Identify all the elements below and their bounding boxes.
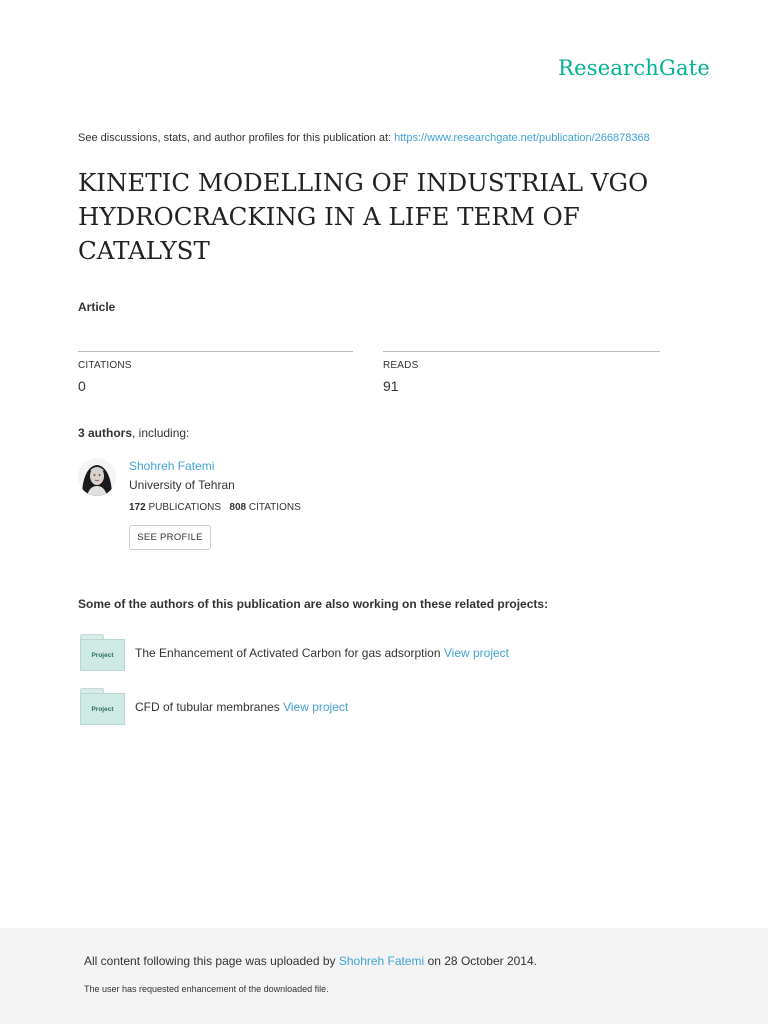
publication-type: Article [78, 300, 116, 314]
uploader-link[interactable]: Shohreh Fatemi [338, 954, 425, 968]
author-citations-label: CITATIONS [248, 502, 301, 513]
author-institution: University of Tehran [129, 478, 235, 492]
author-publications-count: 172 [129, 502, 146, 513]
project-folder-label: Project [91, 705, 114, 713]
project-folder-icon [80, 634, 125, 670]
project-folder-label: Project [91, 651, 114, 659]
authors-count [78, 426, 189, 440]
enhancement-note: The user has requested enhancement of the downloaded file. [84, 984, 329, 994]
discussions-line [78, 132, 650, 144]
related-projects-heading: Some of the authors of this publication are also working on these related projects: [78, 597, 549, 611]
citations-value: 0 [78, 378, 86, 394]
authors-including: , including: [132, 426, 190, 440]
researchgate-logo[interactable]: ResearchGate [558, 56, 710, 80]
authors-count-number: 3 authors [78, 426, 133, 440]
author-citations-count: 808 [229, 502, 247, 513]
see-profile-button[interactable]: SEE PROFILE [129, 525, 211, 550]
author-photo-icon[interactable] [78, 458, 116, 496]
upload-prefix: All content following this page was uploaded by [84, 954, 336, 968]
project-folder-icon [80, 688, 125, 724]
discussions-text: See discussions, stats, and author profiles for this publication at: [78, 132, 392, 144]
upload-info [84, 954, 537, 968]
author-stats [129, 502, 301, 513]
reads-divider [383, 351, 660, 352]
publication-url-link[interactable]: https://www.researchgate.net/publication/266878368 [394, 132, 650, 144]
author-name-link[interactable]: Shohreh Fatemi [129, 459, 215, 473]
view-project-link[interactable]: View project [443, 646, 510, 660]
project-title: The Enhancement of Activated Carbon for gas adsorption [135, 646, 441, 660]
citations-label: CITATIONS [78, 360, 132, 371]
publication-title: KINETIC MODELLING OF INDUSTRIAL VGO HYDROCRACKING IN A LIFE TERM OF CATALYST [78, 168, 649, 265]
author-publications-label: PUBLICATIONS [148, 502, 222, 513]
upload-suffix: on 28 October 2014. [427, 954, 537, 968]
citations-divider [78, 351, 353, 352]
view-project-link[interactable]: View project [283, 700, 349, 714]
footer [0, 928, 768, 1024]
project-item [80, 688, 700, 724]
reads-value: 91 [383, 378, 399, 394]
project-title: CFD of tubular membranes [135, 700, 280, 714]
project-item [80, 634, 700, 670]
reads-label: READS [383, 360, 419, 371]
